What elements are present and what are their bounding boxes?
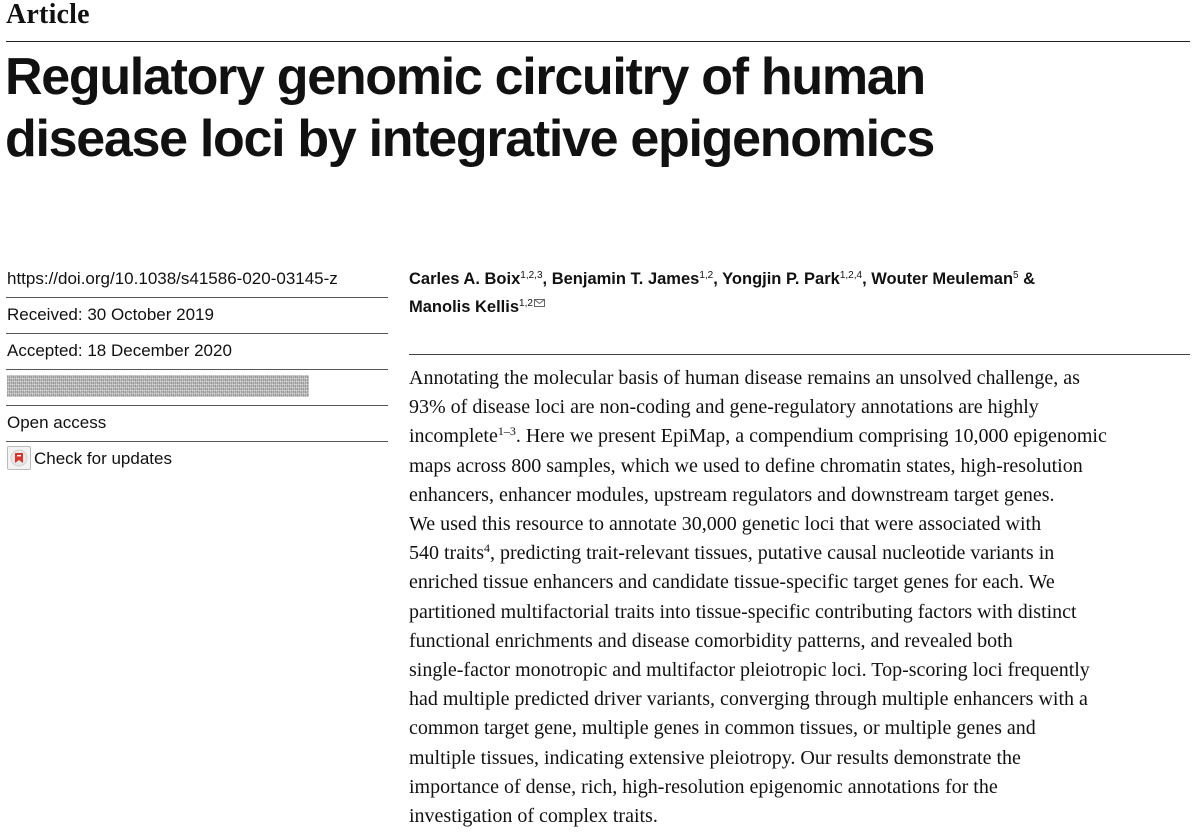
redacted-block bbox=[7, 375, 309, 397]
author-name[interactable]: Manolis Kellis bbox=[409, 298, 520, 316]
header-rule bbox=[6, 41, 1190, 42]
author-affiliation: 5 bbox=[1013, 270, 1019, 281]
accepted-date: Accepted: 18 December 2020 bbox=[7, 341, 232, 360]
check-updates-label: Check for updates bbox=[34, 449, 172, 468]
bookmark-update-icon bbox=[7, 446, 31, 470]
author-affiliation: 1,2,4 bbox=[839, 270, 863, 281]
author-separator: , bbox=[713, 270, 723, 288]
received-date: Received: 30 October 2019 bbox=[7, 305, 214, 324]
author-separator: & bbox=[1018, 270, 1036, 288]
abstract-line bbox=[409, 422, 1194, 451]
envelope-icon[interactable] bbox=[534, 291, 545, 314]
abstract-line: had multiple predicted driver variants, converging through multiple enhancers with a bbox=[409, 688, 1088, 711]
author-name[interactable]: Yongjin P. Park bbox=[722, 270, 840, 288]
article-type-label: Article bbox=[6, 0, 90, 30]
received-row bbox=[6, 298, 388, 334]
doi-link[interactable]: https://doi.org/10.1038/s41586-020-03145-z bbox=[7, 269, 338, 288]
abstract-line: single-factor monotropic and multifactor pleiotropic loci. Top-scoring loci frequently bbox=[409, 659, 1090, 682]
redacted-row bbox=[6, 370, 388, 406]
abstract-line: enriched tissue enhancers and candidate tissue-specific target genes for each. We bbox=[409, 571, 1055, 594]
abstract-line: functional enrichments and disease comorbidity patterns, and revealed both bbox=[409, 629, 1013, 652]
abstract bbox=[409, 364, 1194, 831]
author-affiliation: 1,2 bbox=[699, 270, 714, 281]
author-name[interactable]: Benjamin T. James bbox=[551, 270, 700, 288]
abstract-line: common target gene, multiple genes in common tissues, or multiple genes and bbox=[409, 717, 1036, 740]
open-access-row bbox=[6, 406, 388, 442]
abstract-line: maps across 800 samples, which we used to define chromatin states, high-resolution bbox=[409, 454, 1083, 477]
doi-row bbox=[6, 262, 388, 298]
author-separator: , bbox=[862, 270, 872, 288]
abstract-line: Annotating the molecular basis of human disease remains an unsolved challenge, as bbox=[409, 367, 1080, 389]
abstract-text: 540 traits bbox=[409, 542, 484, 565]
abstract-line: We used this resource to annotate 30,000 genetic loci that were associated with bbox=[409, 513, 1042, 536]
abstract-text: incomplete bbox=[409, 425, 498, 448]
author-name[interactable]: Wouter Meuleman bbox=[871, 270, 1014, 288]
citation-ref[interactable]: 1–3 bbox=[497, 424, 516, 439]
abstract-line bbox=[409, 539, 1194, 568]
author-name[interactable]: Carles A. Boix bbox=[409, 270, 521, 288]
abstract-line: importance of dense, rich, high-resolution epigenomic annotations for the bbox=[409, 775, 998, 798]
author-separator: , bbox=[542, 270, 552, 288]
abstract-line: multiple tissues, indicating extensive pleiotropy. Our results demonstrate the bbox=[409, 746, 1021, 769]
abstract-text: . Here we present EpiMap, a compendium comprising 10,000 epigenomic bbox=[515, 425, 1107, 448]
abstract-line: enhancers, enhancer modules, upstream regulators and downstream target genes. bbox=[409, 483, 1055, 506]
title-line-2: disease loci by integrative epigenomics bbox=[5, 110, 934, 168]
abstract-text: , predicting trait-relevant tissues, putative causal nucleotide variants in bbox=[490, 542, 1055, 565]
author-affiliation: 1,2,3 bbox=[520, 270, 543, 281]
open-access-label: Open access bbox=[7, 413, 107, 432]
title-line-1: Regulatory genomic circuitry of human bbox=[5, 48, 925, 106]
author-affiliation: 1,2 bbox=[519, 298, 533, 309]
accepted-row bbox=[6, 334, 388, 370]
abstract-line: 93% of disease loci are non-coding and gene-regulatory annotations are highly bbox=[409, 396, 1039, 419]
abstract-line: investigation of complex traits. bbox=[409, 805, 658, 828]
abstract-line: partitioned multifactorial traits into tissue-specific contributing factors with distinct bbox=[409, 600, 1077, 623]
check-updates-button[interactable] bbox=[6, 442, 388, 478]
citation-ref[interactable]: 4 bbox=[484, 541, 490, 556]
abstract-rule bbox=[409, 354, 1190, 355]
author-list bbox=[409, 268, 1189, 319]
article-title bbox=[5, 46, 1195, 170]
